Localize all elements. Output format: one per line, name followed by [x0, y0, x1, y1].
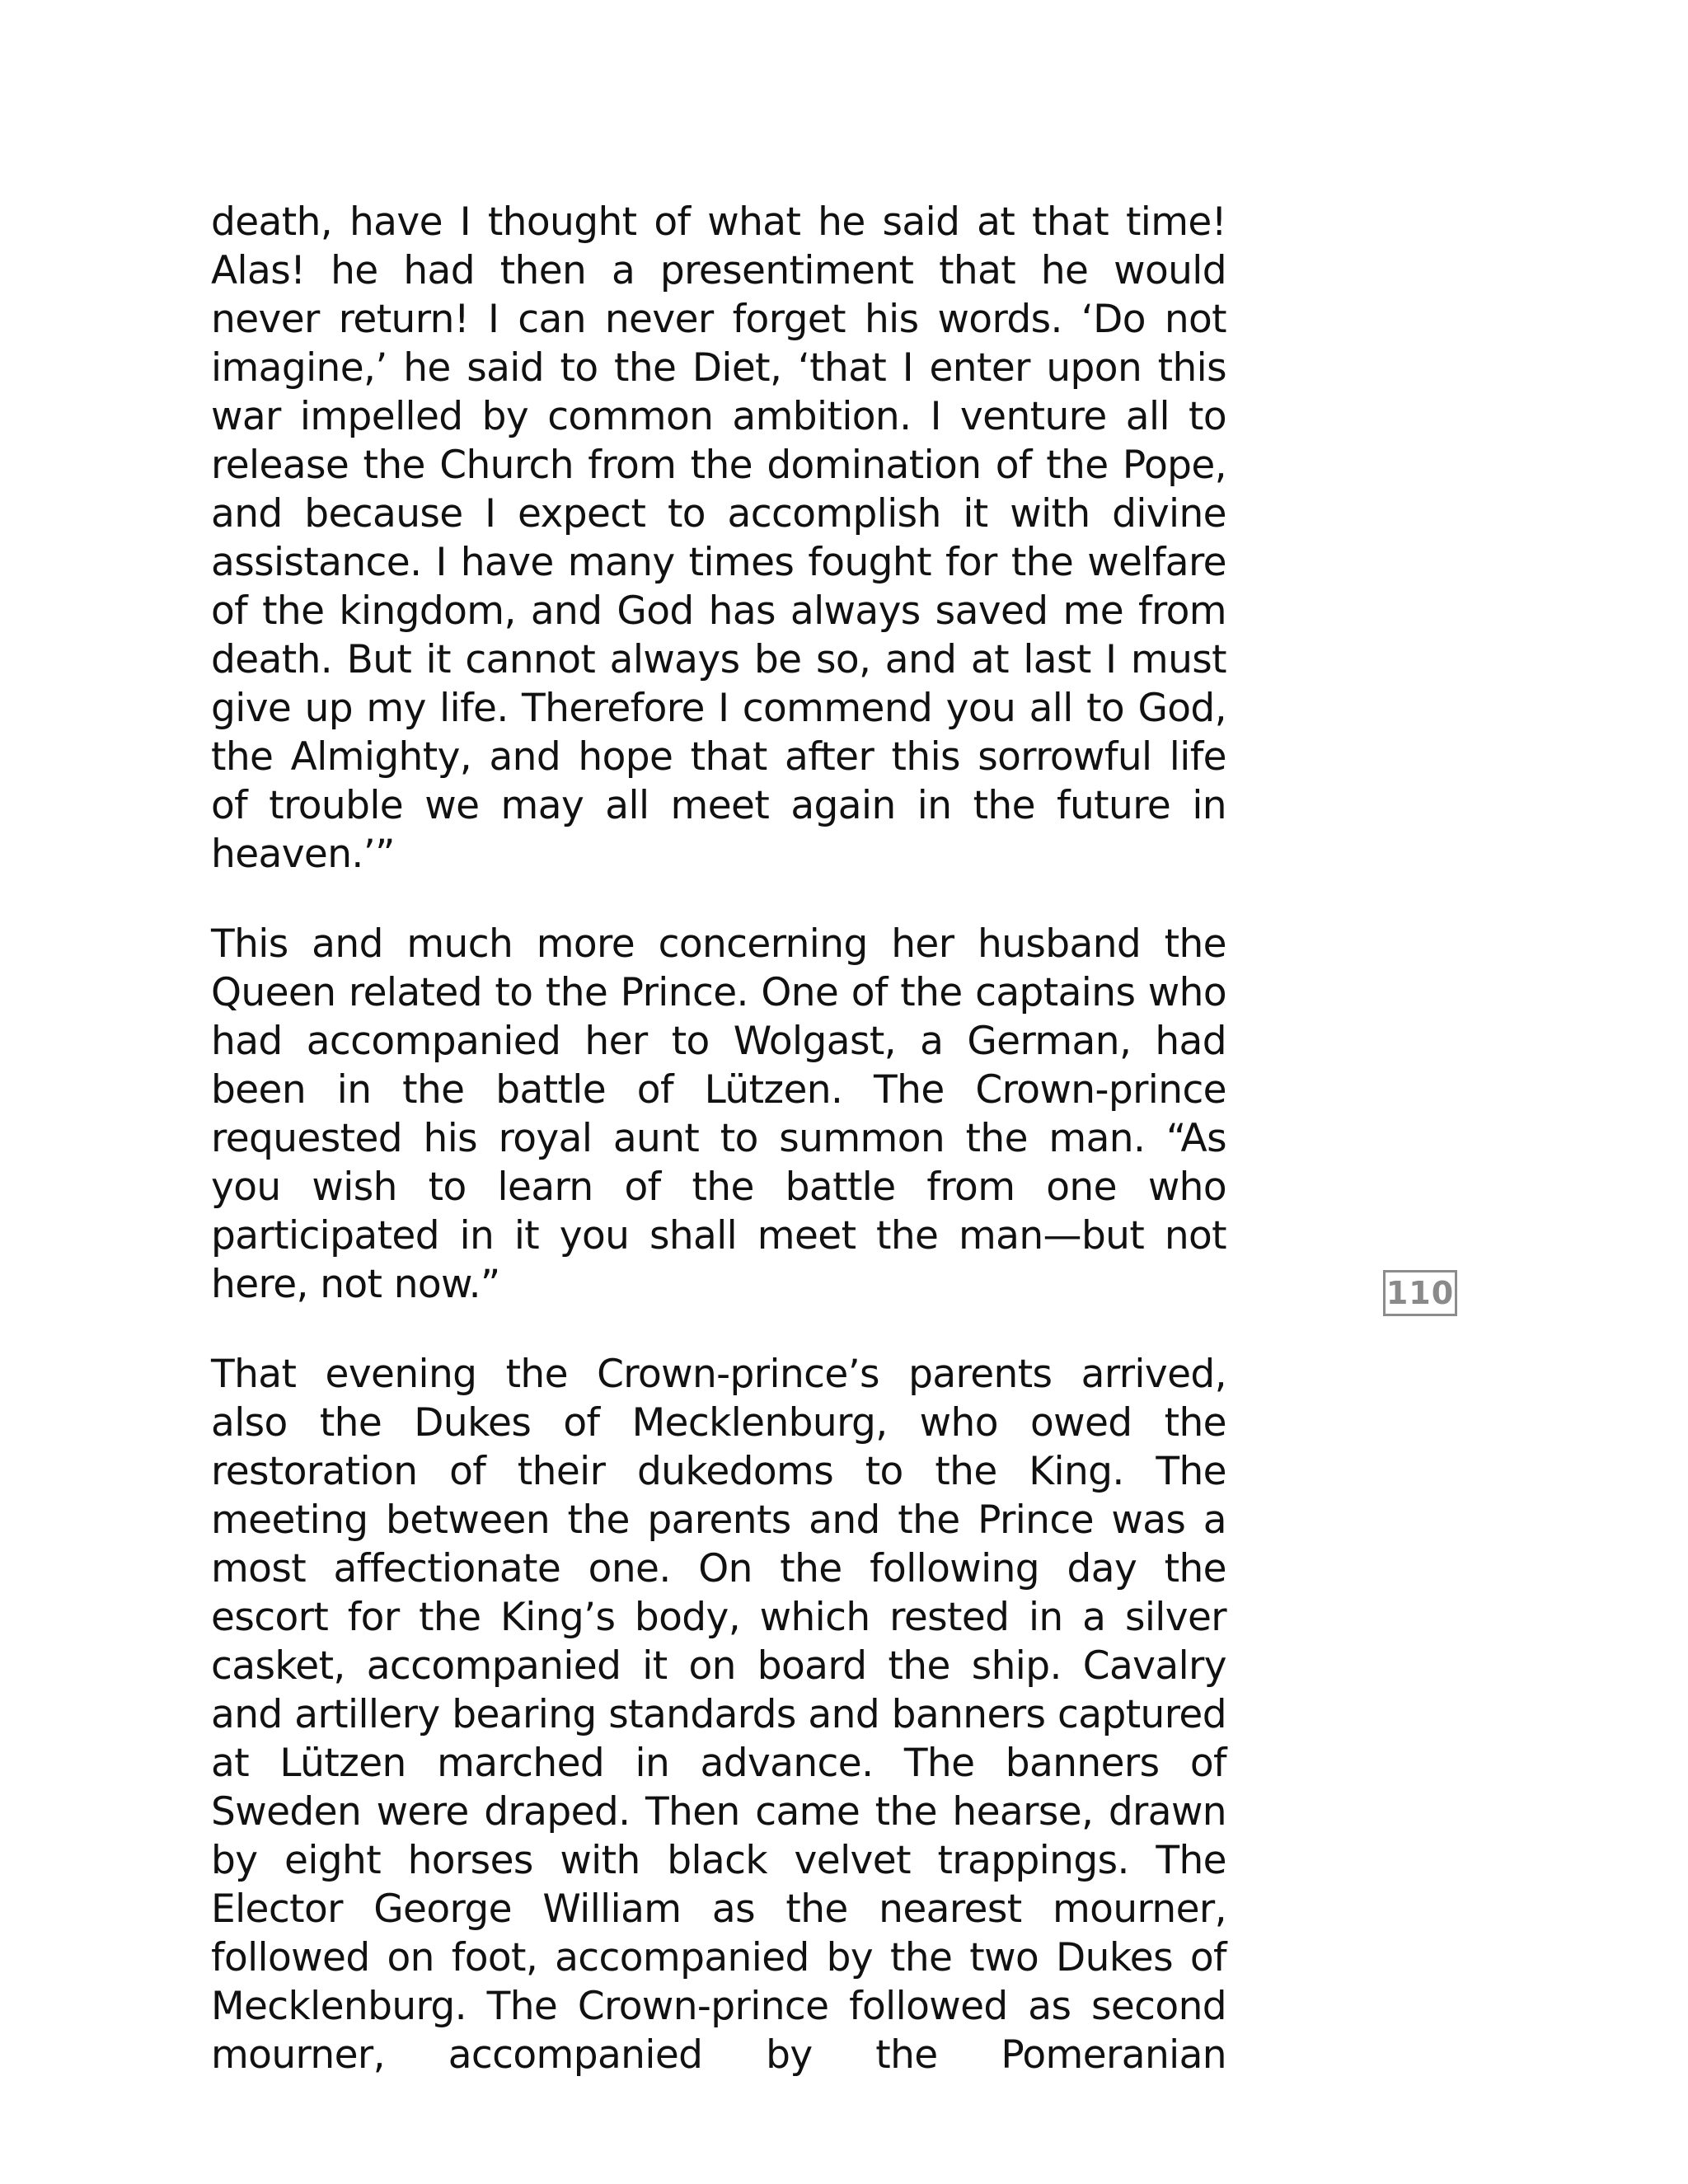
paragraph-3: That evening the Crown-prince’s parents arrived, also the Dukes of Mecklenburg, who owed the restoration of their dukedoms to the King. The meeting between the parents and the Prince was a most affectionate one. On the following day the escort for the King’s body, which rested in a silver casket, accompanied it on board the ship. Cavalry and artillery bearing standards and banners captured at Lützen marched in advance. The banners of Sweden were draped. Then came the hearse, drawn by eight horses with black velvet trappings. The Elector George William as the nearest mourner, followed on foot, accompanied by the two Dukes of Mecklenburg. The Crown-prince followed as second mourner, accompanied by the Pomeranian	[211, 1352, 1226, 2078]
body-text	[211, 198, 1226, 2079]
paragraph-2: This and much more concerning her husband the Queen related to the Prince. One of the captains who had accompanied her to Wolgast, a German, had been in the battle of Lützen. The Crown-prince requested his royal aunt to summon the man. “As you wish to learn of the battle from one who participated in it you shall meet the man—but not here, not now.”	[211, 921, 1226, 1307]
paragraph-1: death, have I thought of what he said at that time! Alas! he had then a presentiment that he would never return! I can never forget his words. ‘Do not imagine,’ he said to the Diet, ‘that I enter upon this war impelled by common ambition. I venture all to release the Church from the domination of the Pope, and because I expect to accomplish it with divine assistance. I have many times fought for the welfare of the kingdom, and God has always saved me from death. But it cannot always be so, and at last I must give up my life. Therefore I commend you all to God, the Almighty, and hope that after this sorrowful life of trouble we may all meet again in the future in heaven.’”	[211, 199, 1226, 877]
page-number-badge: 110	[1383, 1270, 1457, 1316]
